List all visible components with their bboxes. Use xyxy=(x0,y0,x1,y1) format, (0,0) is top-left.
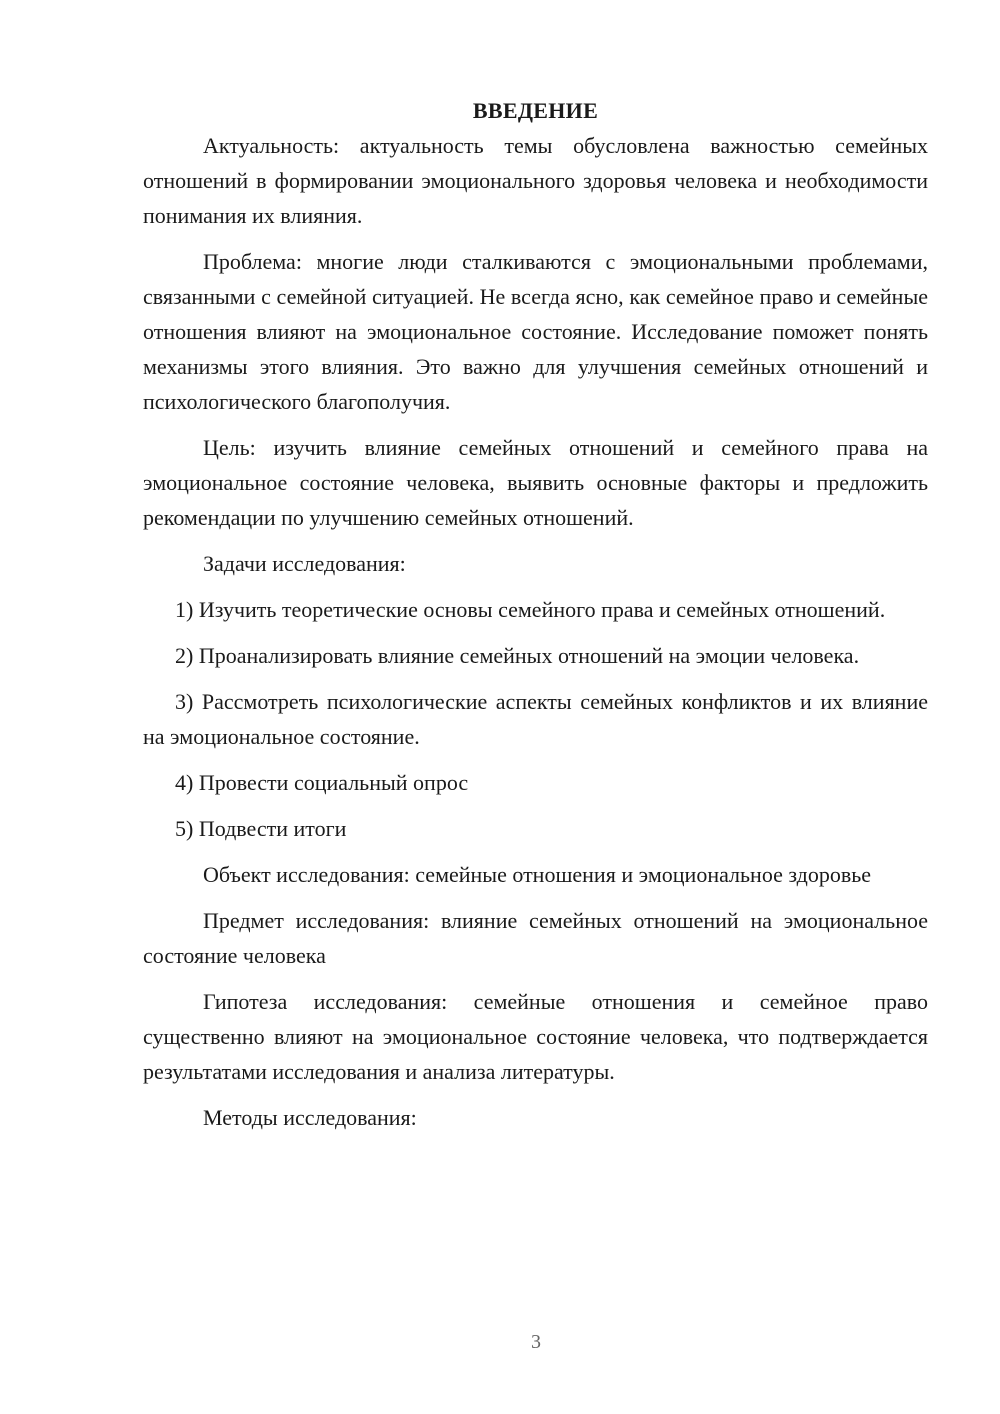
page-number: 3 xyxy=(531,1331,541,1353)
task-item: 3) Рассмотреть психологические аспекты семейных конфликтов и их влияние на эмоциональное состояние. xyxy=(143,689,928,749)
object-paragraph: Объект исследования: семейные отношения и эмоциональное здоровье xyxy=(203,862,872,887)
task-item: 2) Проанализировать влияние семейных отношений на эмоции человека. xyxy=(175,643,860,668)
goal-paragraph: Цель: изучить влияние семейных отношений и семейного права на эмоциональное состояние человека, выявить основные факторы и предложить рекомендации по улучшению семейных отношений. xyxy=(143,435,928,530)
task-item: 4) Провести социальный опрос xyxy=(175,770,469,795)
problem-paragraph: Проблема: многие люди сталкиваются с эмоциональными проблемами, связанными с семейной ситуацией. Не всегда ясно, как семейное право и семейные отношения влияют на эмоциональное состояние. Исследование поможет понять механизмы этого влияния. Это важно для улучшения семейных отношений и психологического благополучия. xyxy=(143,249,928,414)
page-content xyxy=(143,93,928,1146)
methods-heading: Методы исследования: xyxy=(203,1105,417,1130)
task-item: 5) Подвести итоги xyxy=(175,816,347,841)
subject-paragraph: Предмет исследования: влияние семейных отношений на эмоциональное состояние человека xyxy=(143,908,928,968)
hypothesis-paragraph: Гипотеза исследования: семейные отношения и семейное право существенно влияют на эмоциональное состояние человека, что подтверждается результатами исследования и анализа литературы. xyxy=(143,989,928,1084)
section-title: ВВЕДЕНИЕ xyxy=(472,98,599,123)
task-item: 1) Изучить теоретические основы семейного права и семейных отношений. xyxy=(175,597,886,622)
relevance-paragraph: Актуальность: актуальность темы обусловлена важностью семейных отношений в формировании эмоционального здоровья человека и необходимости понимания их влияния. xyxy=(143,133,928,228)
tasks-heading: Задачи исследования: xyxy=(203,551,406,576)
